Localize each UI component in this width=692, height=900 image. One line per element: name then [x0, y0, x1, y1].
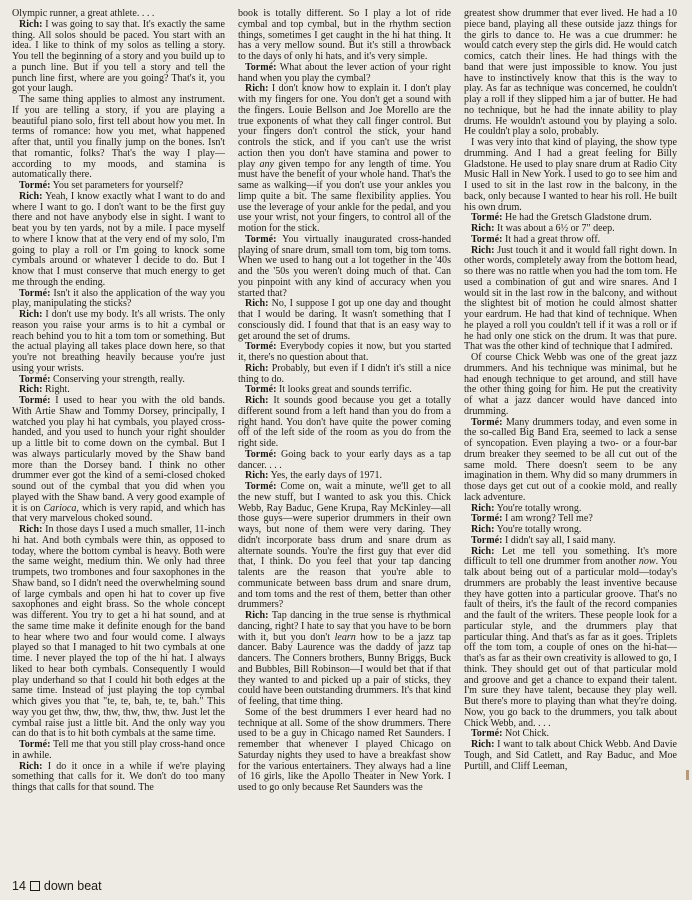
paragraph-text: I didn't say all, I said many.: [504, 534, 616, 546]
body-paragraph: [464, 138, 677, 213]
paragraph-text: Going back to your early days as a tap dancer. . . .: [238, 448, 451, 471]
interview-paragraph: [238, 235, 451, 300]
paragraph-text: Tell me that you still play cross-hand once in awhile.: [12, 739, 225, 761]
speaker-label: Rich:: [471, 223, 495, 234]
speaker-label: Tormé:: [471, 534, 503, 546]
paragraph-text: book is totally different. So I play a lot of ride cymbal and top cymbal, but in the rhythm section things, sometimes I get caught in the hi hat thing. It has a very mellow sound. But it's still a throwback to the days of only hi hats, and it's very simple.: [238, 9, 451, 62]
paragraph-text: In those days I used a much smaller, 11-inch hi hat. And both cymbals were thin, as opposed to today, where the bottom cymbal is heavy. Both were the same weight, medium thin. We only had three trumpets, two trombones and four saxophones in the Shaw band, so I didn't need the overwhelming sound of large cymbals and open hi hat to cover up five saxophones and eight brass. So the whole concept was different. You try to get a hi hat sound, and at the same time make it definite enough for the band to hear where two and four would come. I always played so that I managed to hit two cymbals at one time. I never played the top of the hi hat. I always liked to hear both cymbals. Consequently I would play underhand so that I could hit both edges at the same time. Instead of just playing the top cymbal which gives you that "te, te, bah, te, te, bah." This way you get thw, thw, thw, thw, thw, thw. Just let the cymbal raise just a little bit. And the only way you can do that is to hit both cymbals at the same time.: [12, 524, 225, 740]
paragraph-text: You're totally wrong.: [496, 524, 582, 535]
interview-paragraph: [464, 418, 677, 504]
speaker-label: Tormé:: [471, 212, 503, 224]
interview-paragraph: [12, 289, 225, 311]
paragraph-text: I don't use my body. It's all wrists. The only reason you raise your arms is to hit a cymbal or reach behind you to hit a tom tom or something. But the actual playing all takes place down here, so that you're not breathing heavily because you're just using your wrists.: [12, 309, 225, 374]
speaker-label: Tormé:: [19, 395, 51, 406]
paragraph-text: Everybody copies it now, but you started it, there's no question about that.: [238, 341, 451, 363]
text-column-2: [238, 9, 451, 877]
speaker-label: Tormé:: [471, 513, 503, 525]
page-footer: [12, 879, 102, 893]
speaker-label: Tormé:: [19, 287, 51, 299]
speaker-label: Tormé:: [245, 61, 277, 73]
paragraph-text: greatest show drummer that ever lived. He had a 10 piece band, playing all these outside jazz things for the girls to dance to. He was a cue drummer: he would catch every step the girls did. He would catch comics, catch their lines. He had things with the band that were just impossible to know. You just have to instinctively know that this is the way to play. As far as technique was concerned, he couldn't play a roll if they slipped him a jar of butter. He had no technique, but he had the innate ability to play drums. He wouldn't astound you by playing a solo. He couldn't play a solo, probably.: [464, 9, 677, 138]
paragraph-text: Yes, the early days of 1971.: [270, 470, 383, 482]
paragraph-text: I was very into that kind of playing, the show type drumming. And I had a great feeling for Billy Gladstone. He used to play snare drum at Radio City Music Hall in New York. I used to go to see him and I used to sit in the last row in the balcony, in the back, only because I wanted to hear his roll. He built his own drum.: [464, 137, 677, 213]
speaker-label: Tormé:: [19, 180, 51, 191]
text-column-1: [12, 9, 225, 877]
speaker-label: Rich:: [471, 545, 495, 557]
article-columns: [12, 9, 678, 877]
speaker-label: Rich:: [19, 384, 43, 396]
paragraph-text: No, I suppose I got up one day and thought that I would be daring. It wasn't something that I consciously did. I found that that is an easy way to get around the set of drums.: [238, 298, 451, 342]
interview-paragraph: [12, 740, 225, 762]
interview-paragraph: [12, 310, 225, 375]
paragraph-text: Come on, wait a minute, we'll get to all the new stuff, but I wanted to ask you this. Chick Webb, Ray Baduc, Gene Krupa, Ray McKinley—all those guys—were superior drummers in their own ways, but none of them were very daring. They didn't incorporate bass drum and snare drum as alternate sounds. You're the first guy that ever did that, I think. Do you feel that your tap dancing talents are the reason that you're able to communicate between bass drum and snare drum, and tom toms and the rest of them, better than other drummers?: [238, 481, 451, 611]
interview-paragraph: [12, 762, 225, 794]
interview-paragraph: [238, 611, 451, 708]
square-divider-icon: [30, 881, 40, 891]
paragraph-text: Olympic runner, a great athlete. . . .: [12, 9, 155, 19]
speaker-label: Tormé:: [245, 341, 277, 353]
interview-paragraph: [238, 84, 451, 235]
speaker-label: Rich:: [19, 309, 43, 320]
speaker-label: Rich:: [471, 739, 495, 750]
speaker-label: Rich:: [19, 524, 43, 535]
speaker-label: Rich:: [19, 190, 43, 202]
body-paragraph: [238, 708, 451, 794]
paragraph-text: It had a great throw off.: [504, 233, 601, 245]
interview-paragraph: [238, 364, 451, 386]
body-paragraph: [464, 9, 677, 138]
magazine-page: [12, 9, 678, 877]
paragraph-text: Let me tell you something. It's more difficult to tell one drummer from another now. You talk about being out of a particular mold—today's drummers are probably the least inventive because they have gotten into a particular groove. That's no fault of theirs, it's the fault of the record companies and the fault of the writers. These people look for a particular style, and the drummers play that particular thing. And that's as far as it goes. Triplets off the tom tom, a couple of ones on the hi-hat—that's as far as their own creativity is allowed to go, I think. They should get out of that particular mold and groove and get a chance to expand their talent. I'm sure they have talent, because they play well. But there's more to playing than what they're doing. Now, you go back to the drummers, you talk about Chick Webb, and. . . .: [464, 545, 677, 729]
interview-paragraph: [12, 525, 225, 740]
interview-paragraph: [464, 740, 677, 772]
speaker-label: Tormé:: [245, 448, 277, 460]
speaker-label: Tormé:: [245, 384, 277, 396]
paragraph-text: I don't know how to explain it. I don't play with my fingers for one. You don't get a sound with the fingers. Louie Bellson and Joe Morello are the true exponents of what they call finger control. But your fingers don't control the stick, your hand controls the stick, and if you can't use the wrist action then you don't have stamina and power to play any given tempo for any length of time. You must have the benefit of your whole hand. That's the same as walking—if you don't use your ankles you limp quite a bit. The same flexibility applies. You use the leverage of your ankle for the pedal, and you use your wrist, not your fingers, to control all of the motion for the stick.: [238, 83, 451, 234]
paragraph-text: The same thing applies to almost any instrument. If you are telling a story, if you are playing a beautiful piano solo, first tell about how you met. In terms of romance: how you met, what happened after that, until you finally jump on the bones. Isn't that romantic, folks? That's the way I play—according to my moods, and stamina is automatically there.: [12, 94, 225, 181]
paragraph-text: Of course Chick Webb was one of the great jazz drummers. And his technique was minimal, but he had enough technique to get around, and still have the other thing going for him. He put the creativity of what a jazz dancer would have danced into drumming.: [464, 352, 677, 417]
speaker-label: Tormé:: [19, 739, 51, 750]
speaker-label: Tormé:: [471, 233, 503, 245]
paragraph-text: Yeah, I know exactly what I want to do and where I want to go. I don't want to be the first guy there and not have anybody else in sight. I want to beat you by ten yards, not by a mile. I pace myself to where I know that at the very end of my solo, I'm going to play a roll or I'm going to knock some cymbals around or whatever I decide to do. But I know that I must conserve that much energy to get me through the ending.: [12, 190, 225, 288]
paragraph-text: You're totally wrong.: [496, 502, 582, 514]
interview-paragraph: [238, 342, 451, 364]
interview-paragraph: [12, 192, 225, 289]
interview-paragraph: [464, 547, 677, 730]
interview-paragraph: [238, 450, 451, 472]
speaker-label: Rich:: [245, 470, 269, 482]
paragraph-text: I do it once in a while if we're playing something that calls for it. We don't do too many things that calls for that sound. The: [12, 760, 225, 793]
paragraph-text: What about the lever action of your right hand when you play the cymbal?: [238, 61, 451, 84]
speaker-label: Rich:: [245, 83, 269, 95]
body-paragraph: [464, 353, 677, 418]
paragraph-text: I am wrong? Tell me?: [504, 513, 593, 525]
speaker-label: Rich:: [245, 395, 269, 406]
speaker-label: Rich:: [19, 760, 43, 772]
speaker-label: Rich:: [19, 18, 43, 30]
speaker-label: Tormé:: [19, 373, 51, 385]
speaker-label: Tormé:: [471, 728, 503, 740]
paragraph-text: It was about a 6½ or 7" deep.: [496, 223, 615, 234]
speaker-label: Rich:: [245, 610, 269, 621]
interview-paragraph: [238, 482, 451, 611]
speaker-label: Rich:: [245, 362, 269, 374]
interview-paragraph: [238, 299, 451, 342]
speaker-label: Rich:: [471, 244, 495, 256]
paragraph-text: Some of the best drummers I ever heard had no technique at all. Some of the show drummers. There used to be a guy in Chicago named Ret Saunders. I remember that whenever I played Chicago on Saturday nights they used to have a breakfast show for the various entertainers. They always had a line of 16 girls, like the Apollo Theater in New York. I used to go only because Ret Saunders was the: [238, 706, 451, 793]
speaker-label: Tormé:: [471, 416, 503, 428]
paragraph-text: Tap dancing in the true sense is rhythmical dancing, right? I hate to say that you have to be born with it, but you don't learn how to be a jazz tap dancer. Baby Laurence was the daddy of jazz tap dancers. The Conners brothers, Bunny Briggs, Buck and Bubbles, Bill Robinson—I would bet that if that they wanted to and picked up a pair of sticks, they could have been outstanding drummers. It's that kind of feeling, that time thing.: [238, 610, 451, 707]
interview-paragraph: [238, 396, 451, 450]
paragraph-text: You set parameters for yourself?: [52, 180, 184, 191]
speaker-label: Rich:: [471, 502, 495, 514]
paragraph-text: Right.: [44, 384, 70, 396]
magazine-name: down beat: [43, 879, 102, 893]
paragraph-text: Many drummers today, and even some in the so-called Big Band Era, seemed to lack a sense of syncopation. Even playing a two- or a four-bar drum breaker they seemed to be all cut out of the same mold. There doesn't seem to be any imagination in them. Why did so many drummers in those days get cut out of a cookie mold, and really lack adventure.: [464, 416, 677, 503]
page-edge-mark: [686, 770, 689, 780]
paragraph-text: I was going to say that. It's exactly the same thing. All solos should be paced. You start with an idea. I like to think of my solos as telling a story. You tell the beginning of a story and you build up to a punch line. But if you tell a story and tell the punch line first, where are you going? That's it, you got your laugh.: [12, 18, 225, 95]
page-number: 14: [12, 879, 26, 893]
paragraph-text: He had the Gretsch Gladstone drum.: [504, 212, 652, 224]
paragraph-text: Not Chick.: [504, 728, 550, 740]
interview-paragraph: [238, 63, 451, 85]
paragraph-text: You virtually inaugurated cross-handed playing of snare drum, small tom tom, big tom toms. When we used to hang out a lot together in the '40s and the '50s you weren't doing much of that. Can you pinpoint with any kind of accuracy when you started that?: [238, 233, 451, 299]
paragraph-text: It looks great and sounds terrific.: [278, 384, 412, 396]
speaker-label: Rich:: [471, 524, 495, 535]
interview-paragraph: [12, 396, 225, 525]
speaker-label: Tormé:: [245, 233, 277, 245]
body-paragraph: [12, 95, 225, 181]
speaker-label: Tormé:: [245, 481, 277, 492]
paragraph-text: Just touch it and it would fall right down. In other words, completely away from the bottom head, so there was no rattle when you had the tom tom. He used a combination of gut and wire snares. And I would sit in the last row in the balcony, and without the slightest bit of motion he could almost shatter your eardrum. He had that kind of technique. When he played a roll you couldn't tell if it was a roll or if he had only one stick on the drum. It was that pure. That was the other kind of technique that I admired.: [464, 244, 677, 353]
paragraph-text: Isn't it also the application of the way you play, manipulating the sticks?: [12, 287, 225, 310]
interview-paragraph: [12, 20, 225, 95]
paragraph-text: I used to hear you with the old bands. With Artie Shaw and Tommy Dorsey, principally, I watched you play hi hat cymbals, you played cross-handed, and you used to hunch your right shoulder up a little bit to come down on the cymbal. But I was always particularly moved by the Shaw band more than the Dorsey band. I think no other drummer ever got the kind of a semi-closed choked sound out of the cymbal that you did when you played with the Shaw band. A very good example of it is on Carioca, which is very rapid, and which has that very marvelous choked sound.: [12, 395, 225, 525]
paragraph-text: It sounds good because you get a totally different sound from a left hand than you do from a right hand. You don't have quite the power coming off of the left side of the room as you do from the right side.: [238, 395, 451, 449]
body-paragraph: [238, 9, 451, 63]
text-column-3: [464, 9, 677, 877]
speaker-label: Rich:: [245, 298, 269, 310]
paragraph-text: I want to talk about Chick Webb. And Davie Tough, and Sid Catlett, and Ray Baduc, and Moe Purtill, and Cliff Leeman,: [464, 739, 677, 772]
interview-paragraph: [464, 246, 677, 354]
paragraph-text: Probably, but even if I didn't it's still a nice thing to do.: [238, 362, 451, 385]
paragraph-text: Conserving your strength, really.: [52, 373, 185, 385]
